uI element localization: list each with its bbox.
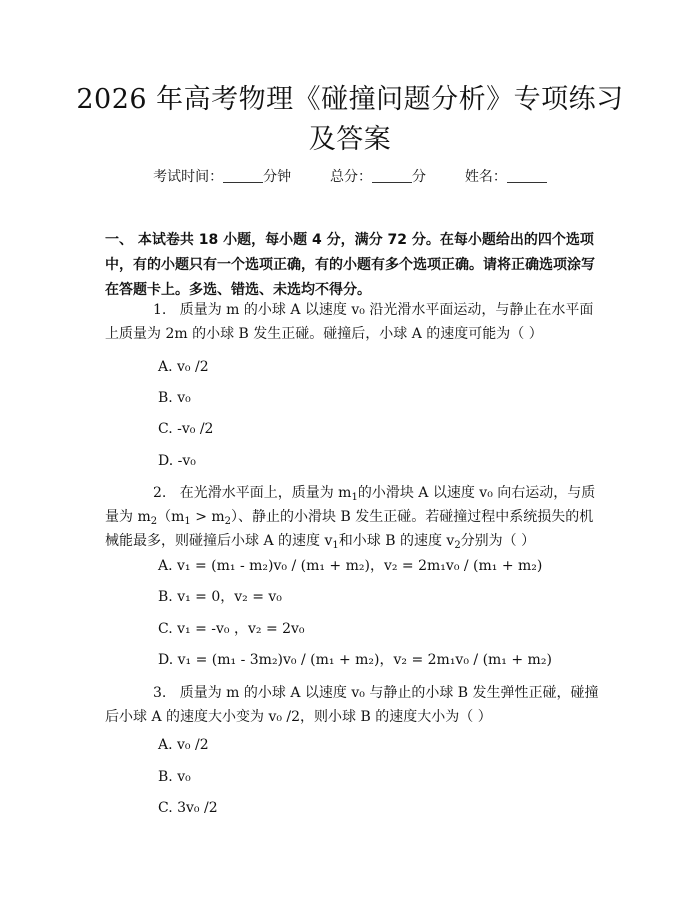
question-1 — [105, 298, 605, 346]
q2-option-c: C. v₁ = -v₀ ，v₂ = 2v₀ — [158, 621, 305, 637]
question-text: 质量为 m 的小球 A 以速度 v₀ 沿光滑水平面运动，与静止在水平面上质量为 2m 的小球 B 发生正碰。碰撞后，小球 A 的速度可能为（ ） — [105, 302, 594, 342]
q1-option-d: D. -v₀ — [158, 453, 196, 469]
q1-option-b: B. v₀ — [158, 390, 191, 406]
name-label: 姓名： — [464, 169, 507, 185]
question-text: 质量为 m 的小球 A 以速度 v₀ 与静止的小球 B 发生弹性正碰，碰撞后小球 A 的速度大小变为 v₀ /2，则小球 B 的速度大小为（ ） — [105, 685, 599, 725]
q2-option-d: D. v₁ = (m₁ - 3m₂)v₀ / (m₁ + m₂)，v₂ = 2m₁v₀ / (m₁ + m₂) — [158, 652, 552, 668]
question-2 — [105, 481, 605, 553]
question-number: 2. — [153, 485, 167, 501]
q1-option-c: C. -v₀ /2 — [158, 421, 214, 437]
section-heading: 一、 本试卷共 18 小题，每小题 4 分，满分 72 分。在每小题给出的四个选项中，有的小题只有一个选项正确，有的小题有多个选项正确。请将正确选项涂写在答题卡上。多选、错选、未选均不得分。 — [105, 232, 595, 298]
total-score-unit: 分 — [412, 169, 426, 185]
q2-option-a: A. v₁ = (m₁ - m₂)v₀ / (m₁ + m₂)，v₂ = 2m₁v₀ / (m₁ + m₂) — [158, 558, 543, 574]
total-score-blank — [372, 168, 412, 183]
exam-time-blank — [223, 168, 263, 183]
title-line-1: 2026 年高考物理《碰撞问题分析》专项练习 — [76, 84, 624, 115]
q1-option-a: A. v₀ /2 — [158, 359, 209, 375]
total-score-label: 总分： — [330, 169, 372, 185]
exam-info-line — [0, 166, 700, 188]
question-3 — [105, 681, 605, 729]
exam-time-label: 考试时间： — [153, 169, 224, 185]
question-text: 在光滑水平面上，质量为 $m_1$的小滑块 A 以速度 v₀ 向右运动，与质量为 $m_2(m_1 > m_2)$、静止的小滑块 B 发生正碰。若碰撞过程中系统损失的机械能最多，则碰撞后小球 A 的速度 $v_1$和小球 B 的速度 $v_2$分别为（ ） — [105, 485, 596, 551]
q3-option-c: C. 3v₀ /2 — [158, 800, 218, 816]
page-title — [60, 80, 640, 160]
question-number: 1. — [153, 302, 167, 318]
question-number: 3. — [153, 685, 167, 701]
exam-time-unit: 分钟 — [263, 169, 292, 185]
q3-option-a: A. v₀ /2 — [158, 737, 209, 753]
q2-option-b: B. v₁ = 0，v₂ = v₀ — [158, 589, 282, 605]
title-line-2: 及答案 — [308, 124, 392, 155]
name-blank — [507, 168, 547, 183]
q3-option-b: B. v₀ — [158, 769, 191, 785]
